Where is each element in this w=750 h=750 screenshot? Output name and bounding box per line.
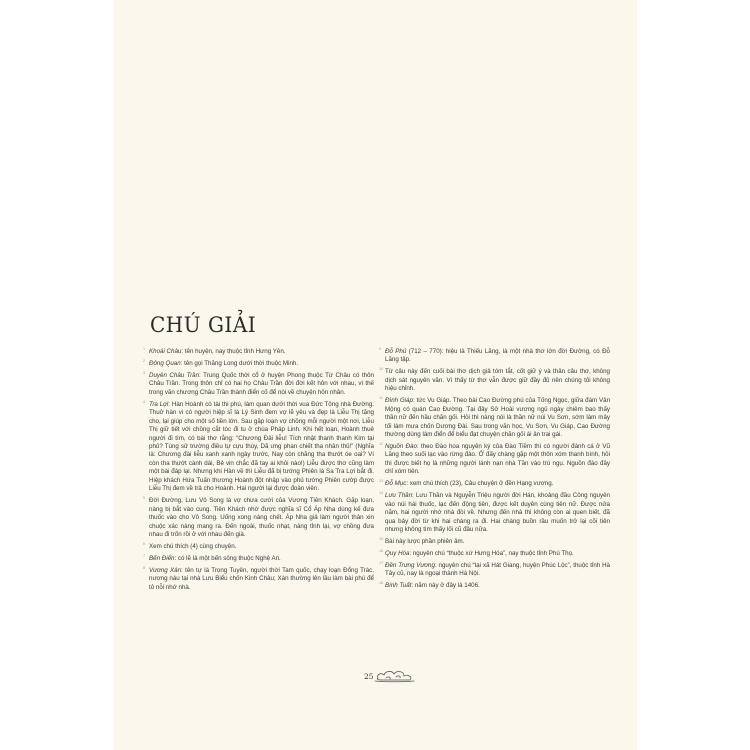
note-text: Đời Đường, Lưu Vô Song là vợ chưa cưới của Vương Tiên Khách. Gặp loạn, nàng bị bắt vào cung. Tiên Khách nhờ được nghĩa sĩ Cổ Áp Nha dùng kế đưa thuốc vào cho Vô Song. Uống xong nàng chết. Áp Nha giả làm người thân xin chuộc xác nàng mang ra. Đến ngoài, thuốc nhạt, nàng tỉnh lại, vợ chồng đưa nhau đi trốn rồi ở với nhau đến già. (149, 497, 374, 539)
note-term: Đông Quan (149, 359, 181, 367)
note-number: 15 (379, 537, 384, 542)
note-term: Đỗ Phủ (385, 348, 407, 355)
note-text: : Lưu Thần và Nguyễn Triệu người đời Hán, khoảng đầu Công nguyên vào núi hái thuốc, lạc đến động tiên, được kết duyên cùng tiên nữ. Được nửa năm, hai người nhớ nhà đòi về. Nhưng đến nhà thì không còn ai quen biết, đã qua bảy đời từ khi hai chàng ra đi. Hai chàng buồn rầu muốn trở lại cõi tiên nhưng không tìm thấy lối cũ đâu nữa. (385, 492, 610, 534)
note-term: Vương Xán (149, 566, 182, 574)
note-text: : Hàn Hoành có tài thi phú, làm quan dưới thời vua Đức Tông nhà Đường. Thuở hàn vi có người hiệp sĩ là Lý Sinh đem vợ lẽ yêu và đẹp là Liễu Thị tặng cho, lại giúp cho một số tiền lớn. Sau gặp loạn vợ chồng mỗi người một nơi, Liễu Thị giữ tiết với chồng cắt tóc đi tu ở chùa Pháp Linh. Khi hết loạn, Hoành thuê người đi tìm, có bài thơ rằng: “Chương Đài liễu! Tích nhật thanh thanh Kim tại phủ? Túng sử trường điều tự cựu thùy, Dã ưng phan chiết tha nhân thủ!” (Nghĩa là: Chương đài liễu xanh xanh ngày trước, Nay còn chăng tha thướt óe oai? Ví còn tha thướt cành dài, Bẻ vin chắc đã tay ai khỏi nào!) Liễu được thơ cũng làm một bài đáp lại. Nhưng khi Hàn về thì Liễu đã bị tướng Phiên là Sa Tra Lợi bắt đi. Hiệp khách Hứa Tuấn thương Hoành đột nhập vào phủ tướng Phiên cướp được Liễu Thị đem về trả cho Hoành. Hai người lại được đoàn viên. (149, 400, 374, 493)
note-term: Đình Giáp (385, 397, 413, 405)
note-number: 5 (143, 496, 146, 501)
note-text: : tức Vu Giáp. Theo bài Cao Đường phú của Tống Ngọc, giữa đám Vân Mộng có quán Cao Đường. Tại đây Sở Hoài vương ngủ ngày chiêm bao thấy thần nữ đến hầu chăn gối. Hỏi thì nàng nói là thần nữ núi Vu Sơn, sớm làm mây tối làm mưa chốn Dương Đài. Sau trong văn học, Vu Sơn, Vu Giáp, Cao Đường thường dùng làm điển để biểu đạt chuyện chăn gối ái ân trai gái. (385, 397, 611, 439)
note-number: 2 (143, 358, 146, 363)
note-item (143, 553, 374, 563)
notes-column-right (379, 347, 611, 594)
note-item (143, 370, 374, 397)
note-number: 4 (143, 399, 146, 404)
note-text: : nguyên chú “thuộc xứ Hưng Hóa”, nay thuộc tỉnh Phú Thọ. (409, 550, 574, 558)
note-text: : có lẽ là một bến sông thuộc Nghệ An. (174, 554, 281, 562)
note-term: Quy Hóa (385, 550, 410, 558)
note-number: 17 (379, 560, 384, 565)
note-text: Từ câu này đến cuối bài thơ dịch giả tóm tắt, cốt giữ ý và thân câu thơ, không dịch sát nguyên văn. Vì thấy từ thơ vẫn được giữ đầy đủ nên chúng tôi không hiệu chỉnh. (385, 368, 610, 393)
note-number: 7 (143, 553, 146, 558)
note-number: 10 (379, 367, 384, 372)
note-item (143, 347, 374, 356)
note-term: Duyên Châu Trần (149, 371, 200, 379)
note-item (379, 479, 610, 488)
note-text: : Trung Quốc thời cổ ở huyện Phong thuộc Từ Châu có thôn Châu Trần. Trong thôn chỉ có hai họ Châu Trần đời đời kết hôn với nhau, vì thế trong văn chương Châu Trần thành điển cố để nói về chuyện hôn nhân. (149, 371, 374, 396)
note-item (379, 581, 610, 590)
note-term: Khoái Châu (149, 348, 182, 355)
note-item (143, 565, 374, 592)
note-number: 1 (143, 347, 146, 351)
note-number: 8 (143, 565, 146, 570)
note-term: Đền Trưng Vương (385, 561, 435, 569)
note-number: 11 (379, 396, 383, 401)
note-item (379, 549, 610, 558)
note-text: Bài này lược phần phiên âm. (385, 538, 465, 546)
note-term: Bến Điển (149, 554, 175, 562)
note-item (143, 358, 374, 368)
note-item (143, 542, 374, 551)
note-number: 16 (379, 549, 384, 554)
note-text: : xem chú thích (23), Câu chuyện ở đền Hạng vương. (406, 480, 554, 488)
note-term: Lưu Thần (385, 492, 413, 500)
cloud-icon (372, 668, 418, 684)
note-text: : năm này ở đây là 1406. (411, 582, 480, 590)
page-number: 25 (364, 672, 374, 681)
note-text: : nguyên chú “tại xã Hát Giang, huyện Phúc Lộc”, thuộc tỉnh Hà Tây cũ, nay là ngoại thành Hà Nội. (385, 561, 610, 578)
note-term: Bính Tuất (385, 582, 412, 590)
note-term: Tra Lợi (149, 400, 169, 408)
note-term: Nguồn Đào (385, 443, 417, 451)
note-number: 6 (143, 542, 146, 547)
note-text: Xem chú thích (4) cùng chuyện. (149, 543, 237, 551)
note-text: (712 – 770): hiệu là Thiếu Lăng, là một nhà thơ lớn đời Đường, có Đỗ Lăng tập. (385, 348, 610, 364)
note-text: : theo Đào hoa nguyên ký của Đào Tiềm thì có người đánh cá ở Vũ Lăng theo suối lạc vào rừng đào. Ở đấy chàng gặp một thôn xóm thanh bình, hỏi thì được biết họ là những người lánh nạn nhà Tần vào trú ngụ. Nguồn đào đây chỉ xóm tiên. (385, 443, 610, 476)
note-item (379, 442, 610, 477)
note-item (379, 396, 611, 439)
note-item (379, 491, 610, 534)
note-item (379, 560, 610, 579)
page-title: CHÚ GIẢI (150, 312, 257, 338)
note-text: : tên gọi Thăng Long dưới thời thuộc Minh. (180, 359, 299, 367)
note-text: : tên huyện, nay thuộc tỉnh Hưng Yên. (181, 348, 286, 355)
note-item (143, 399, 374, 494)
note-number: 9 (379, 347, 382, 351)
notes-column-left (143, 347, 374, 596)
note-number: 14 (379, 491, 384, 496)
note-term: Đỗ Mục (385, 480, 407, 488)
note-number: 12 (379, 442, 384, 447)
note-text: : tên tự là Trọng Tuyên, người thời Tam quốc, chạy loạn Đổng Trác, nương náu tại nhà Lưu Biểu chốn Kinh Châu; Xán thường lên lầu làm bài phú để tỏ nỗi nhớ nhà. (149, 566, 374, 591)
note-item (143, 496, 374, 539)
note-number: 13 (379, 479, 384, 484)
note-number: 18 (379, 581, 384, 586)
note-item (379, 347, 610, 365)
note-item (379, 367, 610, 393)
note-item (379, 537, 610, 546)
note-number: 3 (143, 370, 146, 375)
